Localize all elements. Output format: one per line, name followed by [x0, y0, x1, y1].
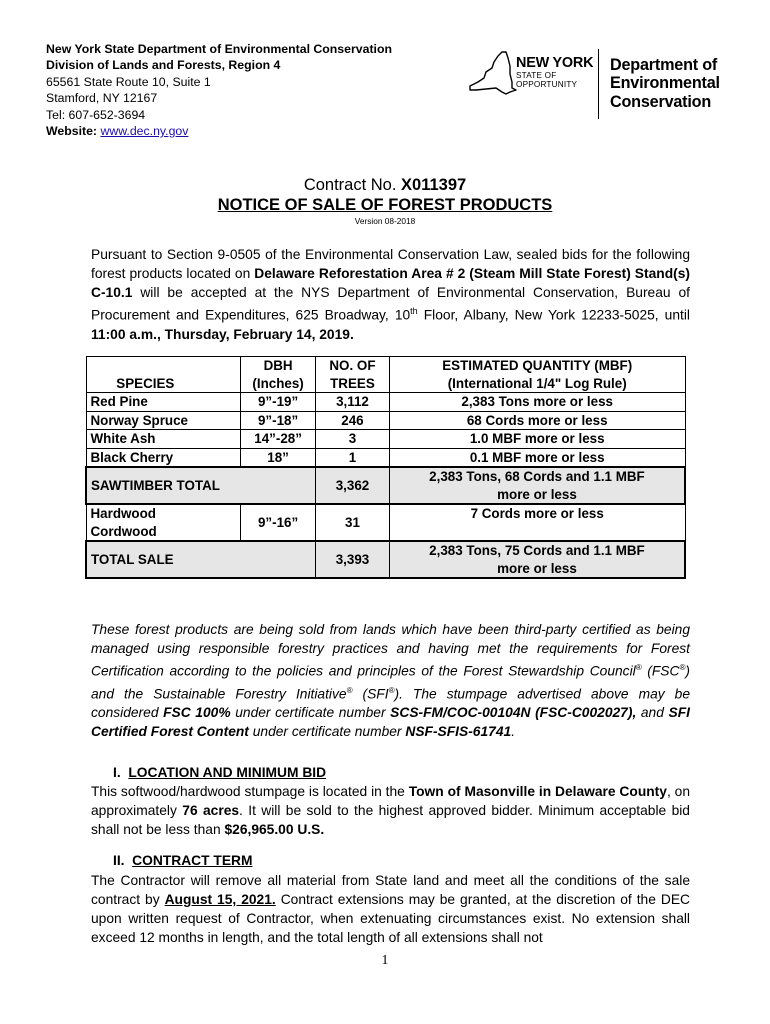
- quantity-cell: 2,383 Tons more or less: [389, 393, 685, 412]
- ny-state-wordmark: [516, 56, 593, 89]
- dec-wordmark-line-1: Department of: [610, 56, 718, 74]
- species-table: [85, 356, 686, 579]
- contract-number: [0, 176, 770, 195]
- quantity-cell: 68 Cords more or less: [389, 411, 685, 430]
- ny-wordmark-line-2: STATE OF: [516, 71, 557, 80]
- header-dbh: DBH (Inches): [241, 357, 316, 393]
- intro-deadline: 11:00 a.m., Thursday, February 14, 2019.: [91, 326, 354, 342]
- sawtimber-trees: 3,362: [316, 467, 390, 504]
- address-line-2: Stamford, NY 12167: [46, 91, 158, 106]
- new-york-state-map-icon: [466, 48, 518, 100]
- logo-divider: [598, 49, 599, 119]
- total-sale-quantity: 2,383 Tons, 75 Cords and 1.1 MBF more or less: [389, 541, 685, 578]
- contract-id: X011397: [401, 176, 467, 194]
- agency-header: [46, 41, 392, 139]
- section-1-title: LOCATION AND MINIMUM BID: [128, 765, 327, 780]
- hardwood-trees: 31: [316, 504, 390, 541]
- document-title: NOTICE OF SALE OF FOREST PRODUCTS: [217, 196, 553, 214]
- hardwood-dbh: 9”-16”: [241, 504, 316, 541]
- dbh-cell: 14”-28”: [241, 430, 316, 449]
- ny-wordmark-line-3: OPPORTUNITY: [516, 80, 578, 89]
- intro-paragraph: [91, 245, 690, 344]
- contract-term-paragraph: The Contractor will remove all material from State land and meet all the conditions of the sale contract by August 15, 2021. Contract extensions may be granted, at the discretion of the DEC upon written request of Contractor, when extenuating circumstances exist. No extension shall exceed 12 months in length, and the total length of all extensions shall not: [91, 873, 690, 945]
- ny-wordmark-line-1: NEW YORK: [516, 55, 594, 71]
- total-sale-label: TOTAL SALE: [86, 541, 316, 578]
- address-line-1: 65561 State Route 10, Suite 1: [46, 74, 211, 89]
- intro-location: Delaware Reforestation Area # 2 (Steam Mill State Forest) Stand(s) C-10.1: [91, 266, 690, 300]
- section-2-title: CONTRACT TERM: [132, 853, 253, 868]
- species-cell: White Ash: [86, 430, 241, 449]
- sawtimber-label: SAWTIMBER TOTAL: [86, 467, 316, 504]
- location-paragraph: This softwood/hardwood stumpage is located in the Town of Masonville in Delaware County, on approximately 76 acres. It will be sold to the highest approved bidder. Minimum acceptable bid shall not be less than $26,965.00 U.S.: [91, 784, 690, 837]
- trees-cell: 246: [316, 411, 390, 430]
- species-cell: Norway Spruce: [86, 411, 241, 430]
- section-2-heading: [113, 853, 253, 868]
- species-cell: Red Pine: [86, 393, 241, 412]
- dec-wordmark: [610, 56, 720, 111]
- section-2-number: II.: [113, 853, 125, 868]
- intro-text-3: Floor, Albany, New York 12233-5025, until: [417, 307, 690, 323]
- quantity-cell: 1.0 MBF more or less: [389, 430, 685, 449]
- hardwood-quantity: 7 Cords more or less: [389, 504, 685, 541]
- intro-text-2: will be accepted at the NYS Department of Environmental Conservation, Bureau of Procurement and Expenditures, 625 Broadway, 10: [91, 285, 690, 323]
- page-number: 1: [381, 952, 389, 967]
- version-label: Version 08-2018: [354, 216, 416, 226]
- division-name: Division of Lands and Forests, Region 4: [46, 58, 281, 73]
- trees-cell: 3,112: [316, 393, 390, 412]
- total-sale-row: [86, 541, 685, 578]
- website-line: [46, 123, 392, 139]
- trees-cell: 1: [316, 448, 390, 467]
- section-1-number: I.: [113, 765, 121, 780]
- dbh-cell: 18”: [241, 448, 316, 467]
- website-label: Website:: [46, 124, 98, 139]
- dbh-cell: 9”-18”: [241, 411, 316, 430]
- dbh-cell: 9”-19”: [241, 393, 316, 412]
- sawtimber-total-row: [86, 467, 685, 504]
- header-quantity: ESTIMATED QUANTITY (MBF) (International 1/4" Log Rule): [389, 357, 685, 393]
- website-link[interactable]: www.dec.ny.gov: [100, 124, 189, 139]
- agency-name: New York State Department of Environmental Conservation: [46, 42, 392, 56]
- dec-wordmark-line-3: Conservation: [610, 92, 712, 111]
- section-1-heading: [113, 765, 326, 780]
- table-row: [86, 430, 685, 449]
- hardwood-label: Hardwood Cordwood: [86, 504, 241, 541]
- header-species: SPECIES: [86, 357, 241, 393]
- trees-cell: 3: [316, 430, 390, 449]
- hardwood-row: [86, 504, 685, 541]
- intro-superscript: th: [410, 306, 418, 316]
- table-row: [86, 448, 685, 467]
- table-row: [86, 393, 685, 412]
- species-cell: Black Cherry: [86, 448, 241, 467]
- certification-paragraph: These forest products are being sold from lands which have been third-party certified as being managed using responsible forestry practices and having met the requirements for Forest Certification according to the policies and principles of the Forest Stewardship Council® (FSC®) and the Sustainable Forestry Initiative® (SFI®). The stumpage advertised above may be considered FSC 100% under certificate number SCS-FM/COC-00104N (FSC-C002027), and SFI Certified Forest Content under certificate number NSF-SFIS-61741.: [91, 622, 691, 740]
- sawtimber-quantity: 2,383 Tons, 68 Cords and 1.1 MBF more or less: [389, 467, 685, 504]
- contract-prefix: Contract No.: [303, 176, 402, 194]
- dec-wordmark-line-2: Environmental: [610, 74, 720, 93]
- header-trees: NO. OF TREES: [316, 357, 390, 393]
- total-sale-trees: 3,393: [316, 541, 390, 578]
- table-header-row: [86, 357, 685, 393]
- table-row: [86, 411, 685, 430]
- intro-text-1: Pursuant to Section 9-0505 of the Environmental Conservation Law, sealed bids for the following forest products located on: [91, 247, 690, 281]
- quantity-cell: 0.1 MBF more or less: [389, 448, 685, 467]
- telephone: Tel: 607-652-3694: [46, 107, 146, 122]
